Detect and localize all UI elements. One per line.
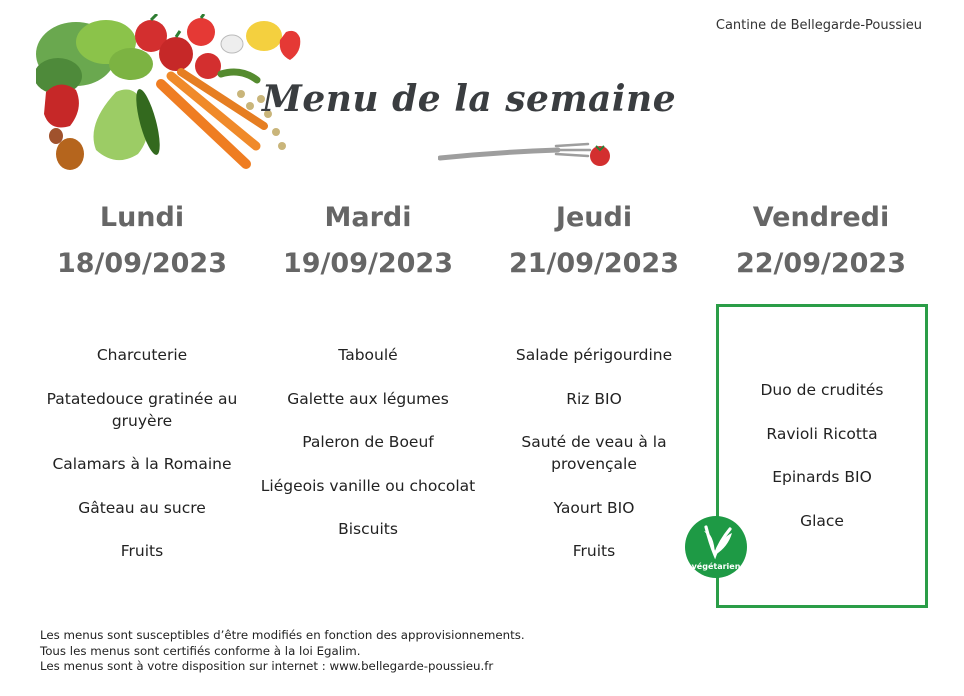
menu-item: Galette aux légumes [287, 389, 449, 408]
menu-item: Ravioli Ricotta [766, 424, 878, 443]
vegetarian-badge-label: végétarien [691, 562, 741, 571]
menu-item: Liégeois vanille ou chocolat [260, 476, 476, 495]
day-date: 19/09/2023 [282, 248, 453, 279]
menu-list [719, 379, 925, 553]
day-name: Vendredi [752, 202, 890, 233]
page-title: Menu de la semaine [262, 78, 677, 120]
day-name: Mardi [324, 202, 412, 233]
menu-item: Glace [800, 511, 844, 530]
menu-item: Sauté de veau à la provençale [521, 433, 667, 473]
day-column-mardi [254, 198, 482, 538]
day-column-jeudi [480, 198, 708, 560]
menu-item: Yaourt BIO [553, 498, 635, 517]
footer-line: Les menus sont susceptibles d’être modifiés en fonction des approvisionnements. [40, 628, 525, 642]
menu-list [254, 344, 482, 562]
day-name: Jeudi [555, 202, 633, 233]
fork-icon [438, 136, 618, 172]
day-date: 18/09/2023 [56, 248, 227, 279]
menu-item: Fruits [572, 542, 616, 560]
menu-item: Epinards BIO [772, 468, 872, 486]
menu-list [480, 344, 708, 584]
day-date: 21/09/2023 [508, 248, 679, 279]
day-name: Lundi [99, 202, 185, 233]
day-column-lundi [28, 198, 256, 560]
menu-list [28, 344, 256, 584]
menu-item: Taboulé [338, 346, 398, 364]
day-date: 22/09/2023 [735, 248, 906, 279]
vegetarian-badge [684, 515, 748, 579]
footer-line: Les menus sont à votre disposition sur internet : www.bellegarde-poussieu.fr [40, 659, 494, 673]
menu-item: Biscuits [338, 520, 398, 538]
menu-item: Charcuterie [96, 346, 188, 364]
menu-item: Paleron de Boeuf [302, 433, 434, 451]
footer-line: Tous les menus sont certifiés conforme à la loi Egalim. [40, 643, 361, 658]
day-column-vendredi [707, 198, 935, 284]
menu-item: Fruits [120, 542, 164, 560]
menu-item: Duo de crudités [760, 381, 884, 399]
menu-item: Patatedouce gratinée au gruyère [46, 389, 238, 430]
menu-item: Salade périgourdine [515, 346, 673, 364]
footer-notes [40, 628, 525, 675]
organization-name: Cantine de Bellegarde-Poussieu [715, 18, 922, 33]
menu-item: Riz BIO [566, 389, 622, 408]
menu-item: Gâteau au sucre [78, 498, 206, 517]
menu-item: Calamars à la Romaine [52, 455, 232, 473]
